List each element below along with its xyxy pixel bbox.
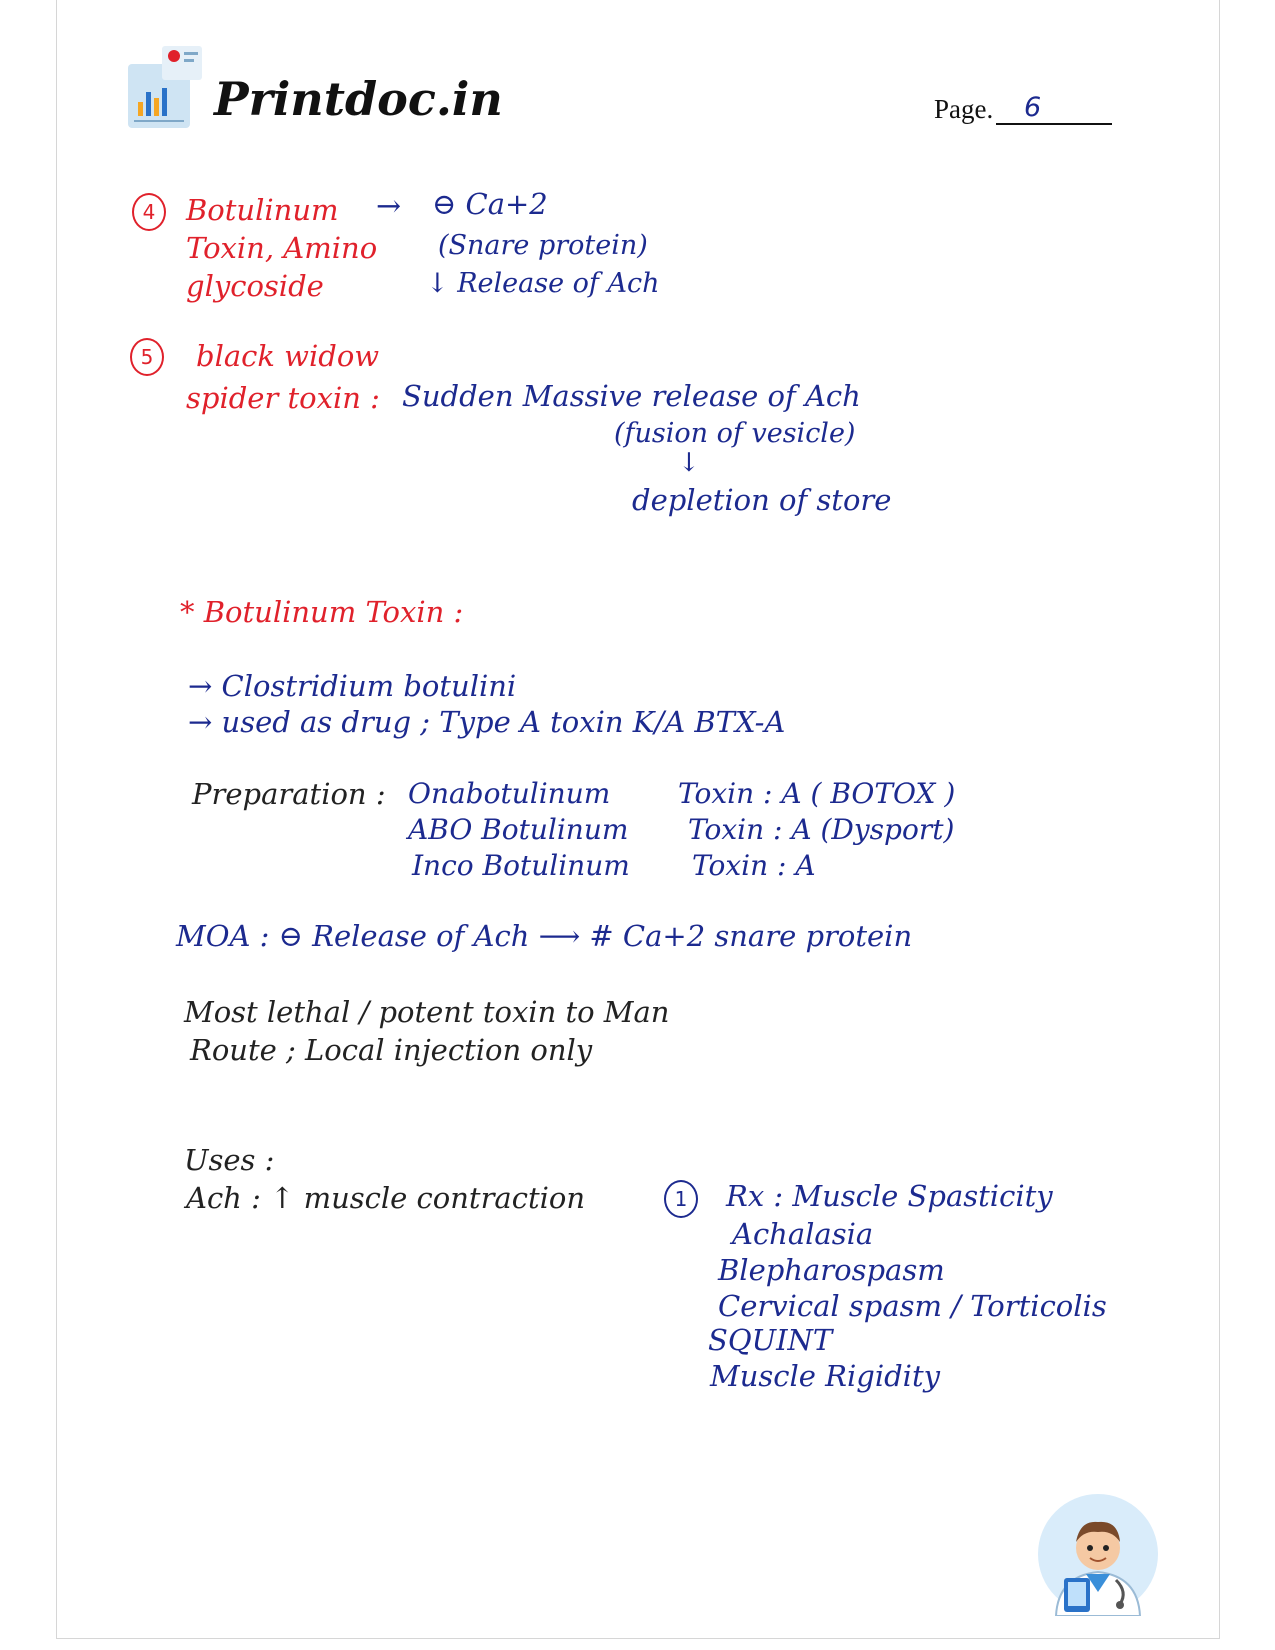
section-4-agent-line3: glycoside — [186, 269, 324, 303]
section-4-agent-line2: Toxin, Amino — [186, 231, 378, 265]
page-number: 6 — [996, 92, 1112, 125]
preparation-3-detail: Toxin : A — [692, 849, 816, 882]
use-item-1: Rx : Muscle Spasticity — [726, 1179, 1053, 1213]
section-5-agent-line2: spider toxin : — [186, 381, 380, 415]
use-item-2: Achalasia — [732, 1217, 874, 1251]
use-item-3: Blepharospasm — [718, 1253, 945, 1287]
page-label: Page. — [934, 94, 994, 124]
use-item-4: Cervical spasm / Torticolis — [718, 1289, 1107, 1323]
use-item-5: SQUINT — [708, 1323, 833, 1357]
preparation-3-name: Inco Botulinum — [412, 849, 630, 882]
preparation-2-name: ABO Botulinum — [408, 813, 629, 846]
botulinum-heading: * Botulinum Toxin : — [180, 595, 464, 629]
section-4-effect-line2: (Snare protein) — [438, 230, 648, 261]
moa-line: MOA : ⊖ Release of Ach ⟶ # Ca+2 snare protein — [176, 919, 913, 953]
section-5-number: 5 — [130, 338, 164, 376]
section-4-agent-line1: Botulinum — [186, 193, 339, 227]
section-4-number: 4 — [132, 193, 166, 231]
section-5-effect-arrow: ↓ — [678, 448, 700, 478]
use-item-6: Muscle Rigidity — [710, 1359, 940, 1393]
brand-name: Printdoc.in — [214, 72, 503, 126]
doctor-mascot-icon — [1036, 1492, 1160, 1616]
botulinum-point-2: → used as drug ; Type A toxin K/A BTX-A — [188, 705, 786, 739]
section-4-effect-line1: ⊖ Ca+2 — [432, 187, 548, 221]
route-line: Route ; Local injection only — [190, 1033, 593, 1067]
preparation-1-detail: Toxin : A ( BOTOX ) — [678, 777, 956, 810]
section-5-agent-line1: black widow — [196, 339, 380, 373]
preparation-2-detail: Toxin : A (Dysport) — [688, 813, 955, 846]
printdoc-logo-icon — [118, 44, 206, 132]
section-4-effect-line3: ↓ Release of Ach — [426, 268, 660, 299]
preparation-1-name: Onabotulinum — [408, 777, 611, 810]
uses-label: Uses : — [184, 1143, 275, 1177]
lethal-line: Most lethal / potent toxin to Man — [184, 995, 670, 1029]
preparation-label: Preparation : — [192, 777, 386, 811]
uses-number: 1 — [664, 1180, 698, 1218]
section-4-arrow: → — [376, 189, 402, 224]
section-5-effect-line2: (fusion of vesicle) — [614, 418, 856, 449]
section-5-effect-line3: depletion of store — [632, 483, 892, 517]
uses-intro: Ach : ↑ muscle contraction — [186, 1181, 586, 1215]
botulinum-point-1: → Clostridium botulini — [188, 669, 517, 703]
section-5-effect-line1: Sudden Massive release of Ach — [402, 379, 861, 413]
